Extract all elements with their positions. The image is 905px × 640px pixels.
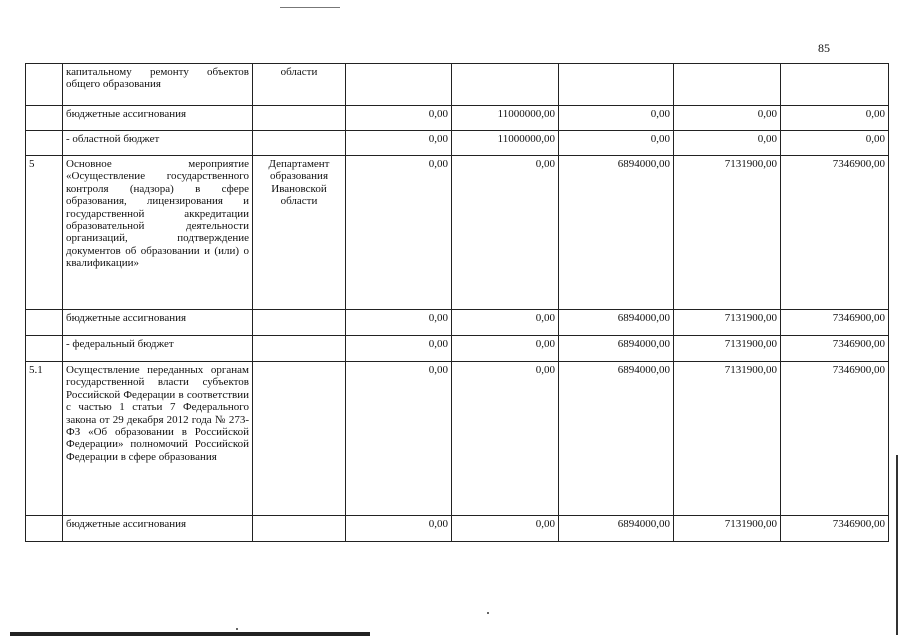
table-row [26,131,889,156]
value-cell: 6894000,00 [559,362,674,516]
executor [253,362,346,516]
table-row [26,362,889,516]
value-cell: 6894000,00 [559,516,674,542]
table-row [26,106,889,131]
value-cell: 7346900,00 [781,156,889,310]
measure-name: Основное мероприятие «Осуществление государственного контроля (надзора) в сфере образования, лицензирования и государственной аккредитации образовательной деятельности организаций, подтверждение документов об образовании и (или) о квалификации» [63,156,253,310]
row-number [26,131,63,156]
executor: Департамент образования Ивановской области [253,156,346,310]
table-row [26,336,889,362]
page-number: 85 [818,41,830,55]
measure-name: бюджетные ассигнования [63,106,253,131]
value-cell: 0,00 [452,156,559,310]
value-cell: 0,00 [346,106,452,131]
value-cell: 0,00 [452,310,559,336]
value-cell: 7346900,00 [781,516,889,542]
value-cell: 0,00 [674,106,781,131]
value-cell [781,64,889,106]
measure-name: - областной бюджет [63,131,253,156]
row-number [26,310,63,336]
table-row [26,516,889,542]
executor [253,106,346,131]
measure-name: - федеральный бюджет [63,336,253,362]
table-row [26,310,889,336]
value-cell [674,64,781,106]
row-number [26,106,63,131]
value-cell: 6894000,00 [559,156,674,310]
value-cell [559,64,674,106]
value-cell: 7131900,00 [674,362,781,516]
top-rule [280,7,340,8]
value-cell: 0,00 [452,362,559,516]
row-number [26,516,63,542]
measure-name: Осуществление переданных органам государственной власти субъектов Российской Федерации в соответствии с частью 1 статьи 7 Федерального закона от 29 декабря 2012 года № 273-ФЗ «Об образовании в Российской Федерации» полномочий Российской Федерации в сфере образования [63,362,253,516]
value-cell: 0,00 [452,336,559,362]
value-cell: 0,00 [674,131,781,156]
row-number: 5 [26,156,63,310]
value-cell: 0,00 [346,516,452,542]
value-cell: 0,00 [346,362,452,516]
scan-speck [487,612,489,614]
value-cell: 0,00 [346,336,452,362]
value-cell: 6894000,00 [559,310,674,336]
measure-name: капитальному ремонту объектов общего образования [63,64,253,106]
value-cell: 11000000,00 [452,131,559,156]
value-cell: 0,00 [559,106,674,131]
executor [253,336,346,362]
row-number: 5.1 [26,362,63,516]
value-cell: 0,00 [452,516,559,542]
scan-speck [236,628,238,630]
value-cell [452,64,559,106]
table-row [26,156,889,310]
value-cell: 7131900,00 [674,156,781,310]
value-cell: 6894000,00 [559,336,674,362]
value-cell: 7346900,00 [781,336,889,362]
row-number [26,336,63,362]
value-cell: 0,00 [559,131,674,156]
value-cell: 0,00 [346,310,452,336]
value-cell: 7131900,00 [674,516,781,542]
value-cell: 7131900,00 [674,336,781,362]
measure-name: бюджетные ассигнования [63,310,253,336]
budget-table [25,63,889,542]
value-cell: 7346900,00 [781,310,889,336]
value-cell: 11000000,00 [452,106,559,131]
executor: области [253,64,346,106]
row-number [26,64,63,106]
executor [253,131,346,156]
value-cell: 0,00 [346,131,452,156]
value-cell [346,64,452,106]
scan-right-edge [896,455,898,635]
value-cell: 7346900,00 [781,362,889,516]
executor [253,310,346,336]
measure-name: бюджетные ассигнования [63,516,253,542]
value-cell: 0,00 [781,131,889,156]
scan-bottom-edge [10,632,370,636]
executor [253,516,346,542]
table-row [26,64,889,106]
value-cell: 0,00 [781,106,889,131]
value-cell: 0,00 [346,156,452,310]
value-cell: 7131900,00 [674,310,781,336]
